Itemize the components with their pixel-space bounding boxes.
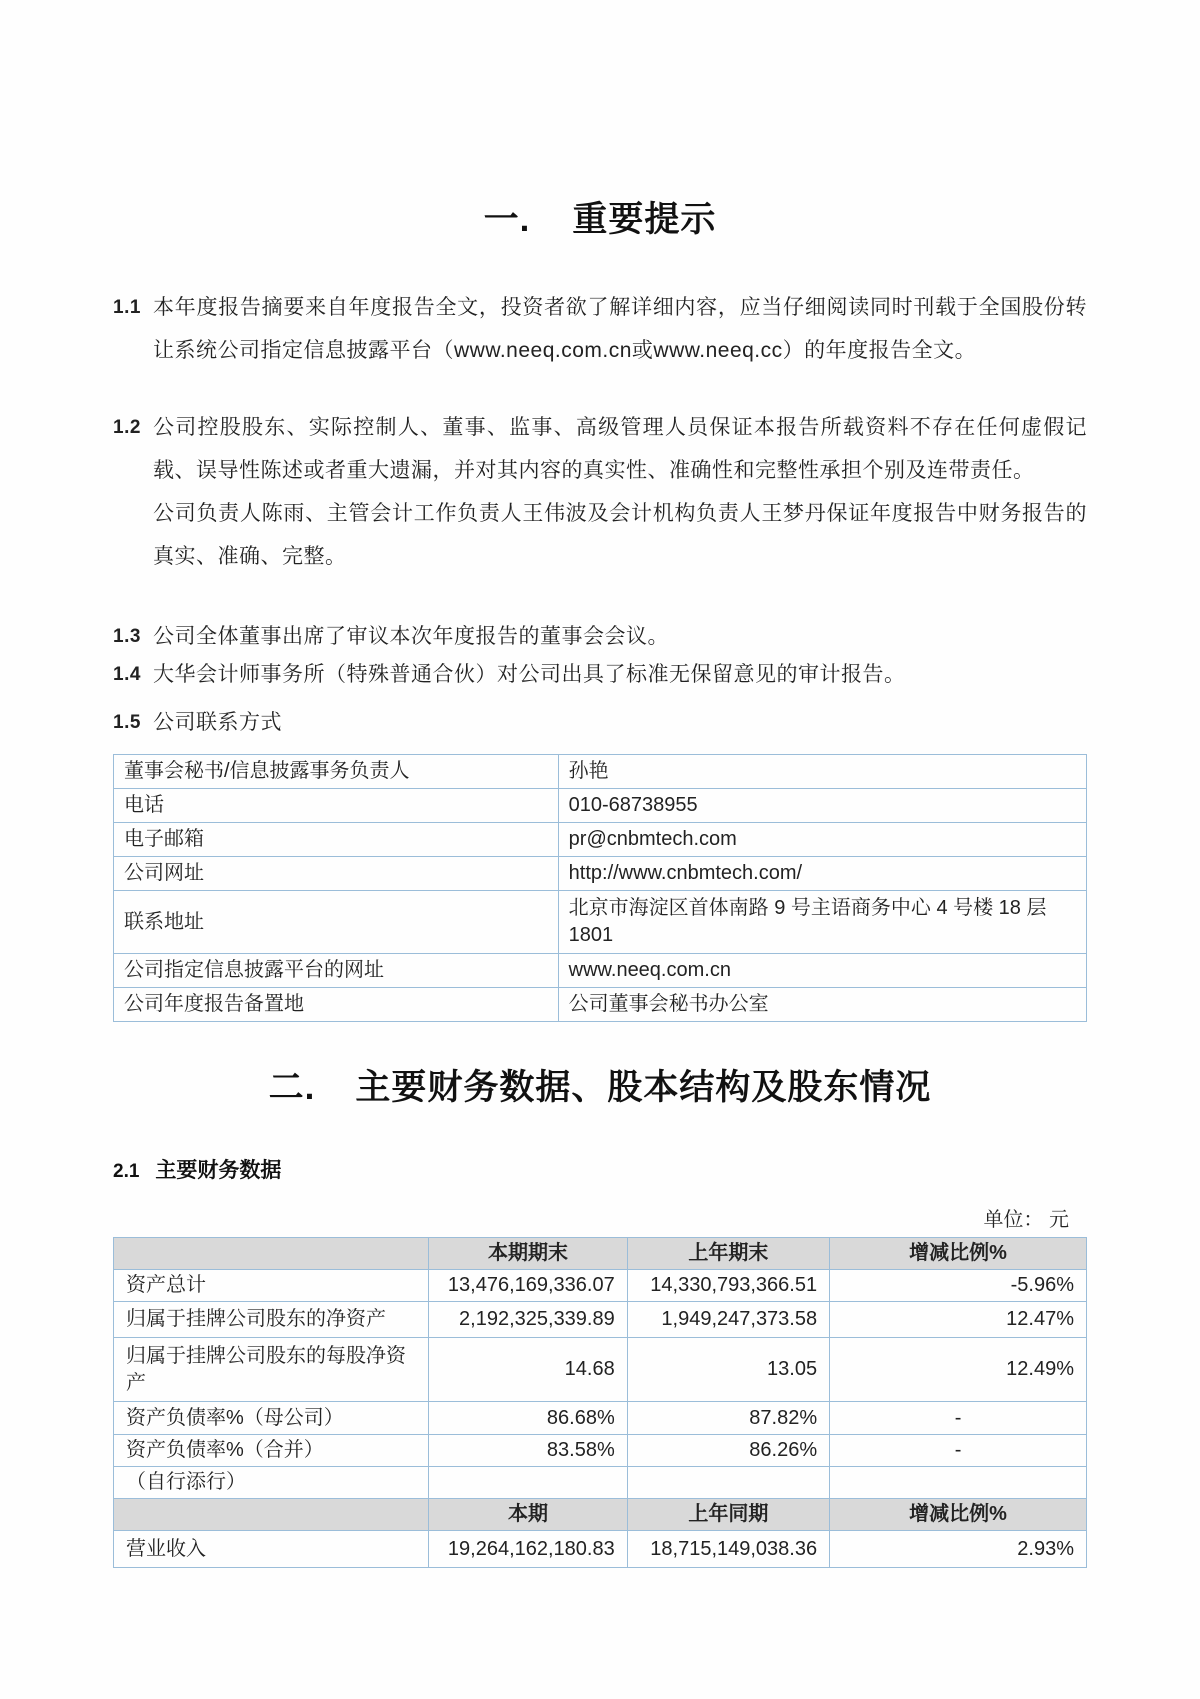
metric-previous: 86.26% bbox=[627, 1435, 829, 1467]
item-1-1-number: 1.1 bbox=[113, 297, 141, 318]
section-2-title: 主要财务数据、股本结构及股东情况 bbox=[355, 1068, 932, 1107]
header-cell-empty bbox=[114, 1499, 429, 1531]
contact-label: 董事会秘书/信息披露事务负责人 bbox=[114, 755, 559, 789]
metric-current: 14.68 bbox=[429, 1338, 627, 1402]
table-row bbox=[114, 789, 1087, 823]
metric-current: 86.68% bbox=[429, 1402, 627, 1435]
contact-value: http://www.cnbmtech.com/ bbox=[558, 857, 1086, 891]
metric-change: 12.47% bbox=[830, 1302, 1087, 1338]
table-row bbox=[114, 1402, 1087, 1435]
metric-current: 13,476,169,336.07 bbox=[429, 1270, 627, 1302]
header-cell-current-period: 本期 bbox=[429, 1499, 627, 1531]
table-row bbox=[114, 954, 1087, 988]
header-cell-change-ratio: 增减比例% bbox=[830, 1238, 1087, 1270]
header-cell-change-ratio: 增减比例% bbox=[830, 1499, 1087, 1531]
contact-label: 公司指定信息披露平台的网址 bbox=[114, 954, 559, 988]
section-2-heading bbox=[113, 1066, 1087, 1110]
table-row bbox=[114, 755, 1087, 789]
header-cell-current-period-end: 本期期末 bbox=[429, 1238, 627, 1270]
item-1-5-number: 1.5 bbox=[113, 712, 141, 733]
header-row-period bbox=[114, 1499, 1087, 1531]
metric-current: 2,192,325,339.89 bbox=[429, 1302, 627, 1338]
contact-value: 公司董事会秘书办公室 bbox=[558, 988, 1086, 1022]
item-1-4-text: 大华会计师事务所（特殊普通合伙）对公司出具了标准无保留意见的审计报告。 bbox=[153, 663, 906, 686]
metric-label: 归属于挂牌公司股东的净资产 bbox=[114, 1302, 429, 1338]
contact-label: 电话 bbox=[114, 789, 559, 823]
table-row bbox=[114, 823, 1087, 857]
section-2-1-number: 2.1 bbox=[113, 1161, 140, 1182]
item-1-1-text: 本年度报告摘要来自年度报告全文，投资者欲了解详细内容，应当仔细阅读同时刊载于全国股份转让系统公司指定信息披露平台（www.neeq.com.cn或www.neeq.cc）的年度报告全文。 bbox=[153, 296, 1087, 362]
table-row bbox=[114, 988, 1087, 1022]
metric-change: - bbox=[830, 1402, 1087, 1435]
header-cell-prior-period: 上年同期 bbox=[627, 1499, 829, 1531]
unit-label: 单位： 元 bbox=[983, 1209, 1069, 1231]
item-1-2-text: 公司控股股东、实际控制人、董事、监事、高级管理人员保证本报告所载资料不存在任何虚假记载、误导性陈述或者重大遗漏，并对其内容的真实性、准确性和完整性承担个别及连带责任。 bbox=[153, 416, 1087, 482]
item-1-4 bbox=[113, 656, 1087, 694]
header-row-period-end bbox=[114, 1238, 1087, 1270]
contact-label: 公司年度报告备置地 bbox=[114, 988, 559, 1022]
metric-change bbox=[830, 1467, 1087, 1499]
item-1-4-number: 1.4 bbox=[113, 664, 141, 685]
section-1-heading bbox=[113, 198, 1087, 242]
item-1-3-text: 公司全体董事出席了审议本次年度报告的董事会会议。 bbox=[153, 625, 669, 648]
item-1-2-number: 1.2 bbox=[113, 417, 141, 438]
contact-value: 010-68738955 bbox=[558, 789, 1086, 823]
section-2-1-title: 主要财务数据 bbox=[155, 1159, 282, 1182]
metric-label: （自行添行） bbox=[114, 1467, 429, 1499]
contact-label: 电子邮箱 bbox=[114, 823, 559, 857]
metric-change: 12.49% bbox=[830, 1338, 1087, 1402]
metric-label: 资产负债率%（合并） bbox=[114, 1435, 429, 1467]
metric-change: -5.96% bbox=[830, 1270, 1087, 1302]
metric-label: 归属于挂牌公司股东的每股净资产 bbox=[114, 1338, 429, 1402]
metric-current bbox=[429, 1467, 627, 1499]
table-row bbox=[114, 1531, 1087, 1568]
contact-label: 公司网址 bbox=[114, 857, 559, 891]
metric-change: 2.93% bbox=[830, 1531, 1087, 1568]
item-1-3 bbox=[113, 618, 1087, 656]
item-1-1 bbox=[113, 286, 1087, 372]
contact-info-table bbox=[113, 754, 1087, 1022]
metric-current: 83.58% bbox=[429, 1435, 627, 1467]
metric-previous: 18,715,149,038.36 bbox=[627, 1531, 829, 1568]
metric-previous: 1,949,247,373.58 bbox=[627, 1302, 829, 1338]
contact-value: pr@cnbmtech.com bbox=[558, 823, 1086, 857]
table-row bbox=[114, 891, 1087, 954]
metric-previous: 87.82% bbox=[627, 1402, 829, 1435]
contact-label: 联系地址 bbox=[114, 891, 559, 954]
item-1-3-number: 1.3 bbox=[113, 626, 141, 647]
table-row bbox=[114, 1302, 1087, 1338]
table-row bbox=[114, 1338, 1087, 1402]
table-row bbox=[114, 857, 1087, 891]
section-2-1-heading bbox=[113, 1158, 1087, 1185]
item-1-5 bbox=[113, 704, 1087, 742]
header-cell-empty bbox=[114, 1238, 429, 1270]
section-1-title: 重要提示 bbox=[572, 200, 717, 239]
section-2-number: 二. bbox=[268, 1068, 316, 1107]
header-cell-prior-period-end: 上年期末 bbox=[627, 1238, 829, 1270]
metric-previous bbox=[627, 1467, 829, 1499]
metric-change: - bbox=[830, 1435, 1087, 1467]
financial-data-table bbox=[113, 1237, 1087, 1568]
table-row bbox=[114, 1270, 1087, 1302]
item-1-5-text: 公司联系方式 bbox=[153, 711, 282, 734]
metric-label: 营业收入 bbox=[114, 1531, 429, 1568]
table-row bbox=[114, 1467, 1087, 1499]
metric-label: 资产负债率%（母公司） bbox=[114, 1402, 429, 1435]
item-1-2-continuation: 公司负责人陈雨、主管会计工作负责人王伟波及会计机构负责人王梦丹保证年度报告中财务报告的真实、准确、完整。 bbox=[153, 502, 1087, 568]
contact-value: www.neeq.com.cn bbox=[558, 954, 1086, 988]
contact-value: 孙艳 bbox=[558, 755, 1086, 789]
table-row bbox=[114, 1435, 1087, 1467]
contact-value: 北京市海淀区首体南路 9 号主语商务中心 4 号楼 18 层 1801 bbox=[558, 891, 1086, 954]
item-1-2 bbox=[113, 406, 1087, 492]
metric-current: 19,264,162,180.83 bbox=[429, 1531, 627, 1568]
metric-label: 资产总计 bbox=[114, 1270, 429, 1302]
section-1-number: 一. bbox=[483, 200, 531, 239]
metric-previous: 13.05 bbox=[627, 1338, 829, 1402]
metric-previous: 14,330,793,366.51 bbox=[627, 1270, 829, 1302]
